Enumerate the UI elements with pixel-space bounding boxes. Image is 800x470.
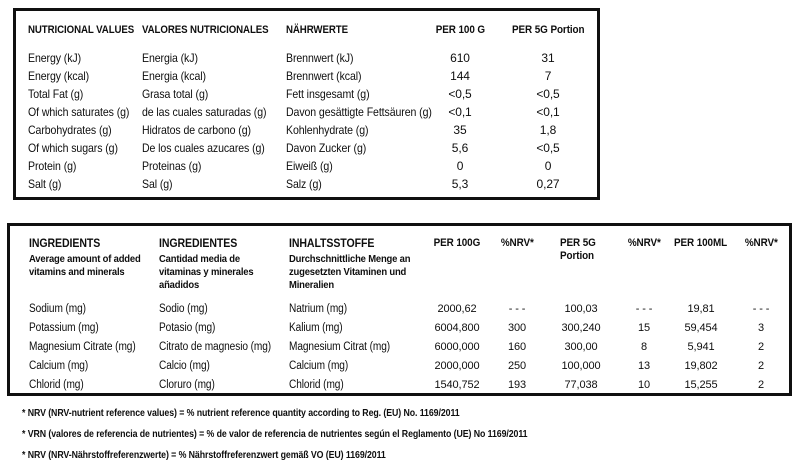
header-naehrwerte: NÄHRWERTE [286,24,348,36]
table-row [10,300,789,319]
value-per-100g: 5,6 [451,141,469,155]
table-row [16,121,597,139]
ingredient-name-de: Natrium (mg) [289,303,347,315]
value-nrv-100g: - - - [508,303,526,315]
value-per-5g: 300,240 [561,322,601,334]
value-nrv-5g: - - - [635,303,653,315]
nutrient-name-es: Hidratos de carbono (g) [142,123,251,137]
ingredient-name-en: Sodium (mg) [29,303,86,315]
value-per-5g: 31 [541,51,555,65]
value-nrv-100g: 250 [507,360,527,372]
header-nrv-5g: %NRV* [627,237,661,249]
ingredient-name-en: Potassium (mg) [29,322,99,334]
value-nrv-5g: 13 [637,360,651,372]
value-nrv-100g: 160 [507,341,527,353]
value-per-100ml: 15,255 [684,379,718,391]
value-per-5g: 100,03 [564,303,598,315]
nutrient-name-de: Salz (g) [286,177,322,191]
value-per-5g: 77,038 [564,379,598,391]
value-per-100g: <0,1 [448,105,472,119]
ingredient-name-es: Citrato de magnesio (mg) [159,341,272,353]
table-row [16,157,597,175]
ingredient-name-de: Magnesium Citrat (mg) [289,341,391,353]
ingredient-name-en: Calcium (mg) [29,360,89,372]
nutrient-name-de: Fett insgesamt (g) [286,87,370,101]
value-nrv-100g: 193 [507,379,527,391]
value-nrv-100ml: 2 [757,341,765,353]
ingredients-body [10,300,789,395]
header-per-100ml: PER 100ML [674,237,728,249]
table-row [10,376,789,395]
value-per-5g: <0,1 [536,105,560,119]
value-per-5g: <0,5 [536,141,560,155]
ingredient-name-es: Sodio (mg) [159,303,208,315]
ingredient-name-en: Magnesium Citrate (mg) [29,341,136,353]
value-per-100g: 2000,62 [437,303,477,315]
value-nrv-100ml: 2 [757,379,765,391]
nutrient-name-es: de las cuales saturadas (g) [142,105,267,119]
value-per-100g: 35 [453,123,467,137]
value-nrv-100ml: 3 [757,322,765,334]
value-nrv-100ml: 2 [757,360,765,372]
nutrient-name-de: Brennwert (kcal) [286,69,362,83]
ingredient-name-de: Chlorid (mg) [289,379,344,391]
value-per-100g: 0 [456,159,464,173]
ingredient-name-de: Calcium (mg) [289,360,349,372]
ingredient-name-es: Calcio (mg) [159,360,210,372]
value-per-5g: 7 [544,69,552,83]
nutrient-name-es: Grasa total (g) [142,87,209,101]
nutrient-name-en: Carbohydrates (g) [28,123,112,137]
value-per-5g: 0 [544,159,552,173]
header-per-100g: PER 100G [433,237,481,249]
footnotes [22,403,596,466]
value-nrv-5g: 8 [640,341,648,353]
value-per-100g: <0,5 [448,87,472,101]
table-row [10,338,789,357]
nutrient-name-de: Davon gesättigte Fettsäuren (g) [286,105,432,119]
value-nrv-100ml: - - - [752,303,770,315]
nutrient-name-de: Davon Zucker (g) [286,141,367,155]
value-per-100g: 610 [450,51,470,65]
header-nutricional-values: NUTRICIONAL VALUES [28,24,135,36]
nutrient-name-de: Kohlenhydrate (g) [286,123,369,137]
nutrient-name-en: Of which sugars (g) [28,141,118,155]
value-nrv-100g: 300 [507,322,527,334]
value-per-5g: <0,5 [536,87,560,101]
value-per-5g: 1,8 [539,123,557,137]
header-ingredients: INGREDIENTS Average amount of added vitamins and minerals [29,236,141,278]
header-inhaltsstoffe: INHALTSSTOFFE Durchschnittliche Menge an zugesetzten Vitaminen und Mineralien [289,236,411,291]
nutrient-name-es: De los cuales azucares (g) [142,141,265,155]
footnote-nrv-en: * NRV (NRV-nutrient reference values) = % nutrient reference quantity according to Reg. (EU) No. 1169/2011 [22,408,460,419]
nutrient-name-en: Protein (g) [28,159,77,173]
nutrient-name-en: Energy (kcal) [28,69,90,83]
table-row [16,67,597,85]
header-ingredientes: INGREDIENTES Cantidad media de vitaminas y minerales añadidos [159,236,254,291]
table-row [16,139,597,157]
header-nrv-100ml: %NRV* [744,237,778,249]
value-per-5g: 100,000 [561,360,601,372]
value-per-100ml: 59,454 [684,322,718,334]
nutrient-name-es: Energia (kcal) [142,69,206,83]
nutrient-name-en: Energy (kJ) [28,51,82,65]
ingredient-name-es: Potasio (mg) [159,322,216,334]
ingredients-table [7,223,792,396]
nutritional-values-header-row [16,24,597,36]
table-row [10,319,789,338]
nutritional-values-body [16,49,597,193]
table-row [16,103,597,121]
value-per-100g: 6000,000 [434,341,480,353]
nutrient-name-en: Of which saturates (g) [28,105,130,119]
value-per-100ml: 19,802 [684,360,718,372]
footnote-vrn-es: * VRN (valores de referencia de nutrientes) = % de valor de referencia de nutrientes según el Reglamento (UE) No 1169/2011 [22,429,528,440]
value-per-100g: 1540,752 [434,379,480,391]
nutrient-name-de: Brennwert (kJ) [286,51,354,65]
header-per-5g-portion: PER 5G Portion [511,24,585,36]
header-valores-nutricionales: VALORES NUTRICIONALES [142,24,269,36]
footnote-nrv-de: * NRV (NRV-Nährstoffreferenzwerte) = % Nährstoffreferenzwert gemäß VO (EU) 1169/2011 [22,450,386,461]
header-nrv-100g: %NRV* [500,237,534,249]
value-per-100g: 144 [450,69,470,83]
table-row [16,85,597,103]
nutritional-values-table [13,8,600,200]
value-per-5g: 300,00 [564,341,598,353]
value-per-100ml: 19,81 [687,303,715,315]
ingredient-name-en: Chlorid (mg) [29,379,84,391]
nutrient-name-en: Salt (g) [28,177,62,191]
value-per-100g: 2000,000 [434,360,480,372]
nutrient-name-es: Energia (kJ) [142,51,198,65]
value-nrv-5g: 10 [637,379,651,391]
nutrient-name-en: Total Fat (g) [28,87,84,101]
ingredient-name-es: Cloruro (mg) [159,379,215,391]
nutrient-name-es: Proteinas (g) [142,159,202,173]
ingredient-name-de: Kalium (mg) [289,322,343,334]
header-per-100g: PER 100 G [435,24,485,36]
table-row [10,357,789,376]
nutrient-name-de: Eiweiß (g) [286,159,333,173]
table-row [16,175,597,193]
nutrient-name-es: Sal (g) [142,177,173,191]
value-per-100g: 5,3 [451,177,469,191]
ingredients-header-row [10,237,789,292]
table-row [16,49,597,67]
value-nrv-5g: 15 [637,322,651,334]
header-per-5g-portion: PER 5G Portion [560,237,596,262]
value-per-100ml: 5,941 [687,341,715,353]
value-per-5g: 0,27 [536,177,560,191]
value-per-100g: 6004,800 [434,322,480,334]
